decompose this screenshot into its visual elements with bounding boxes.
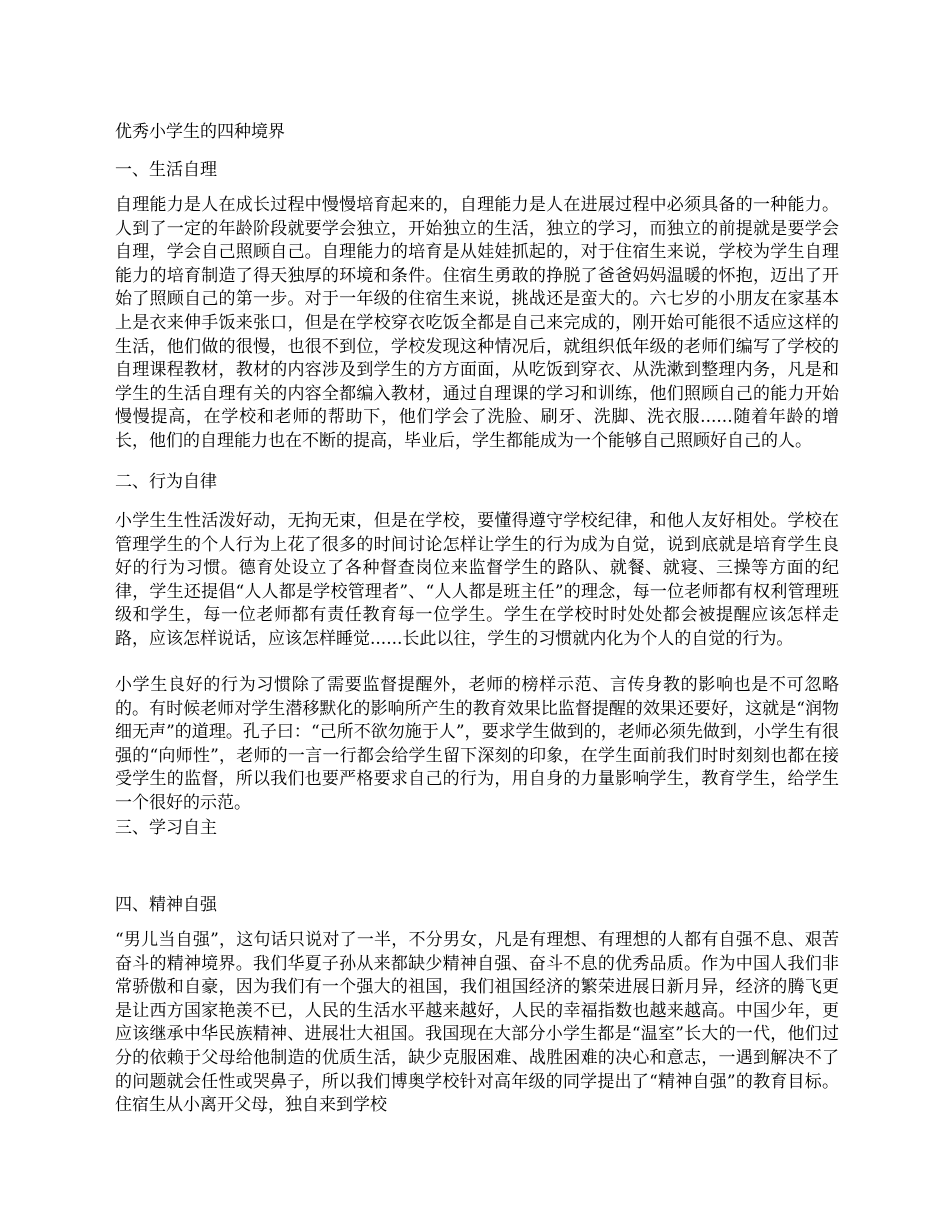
section-2-paragraph-2: 小学生良好的行为习惯除了需要监督提醒外，老师的榜样示范、言传身教的影响也是不可忽略的。有时候老师对学生潜移默化的影响所产生的教育效果比监督提醒的效果还要好，这就是“润物细无声”的道理。孔子曰：“己所不欲勿施于人”，要求学生做到的，老师必须先做到，小学生有很强的“向师性”，老师的一言一行都会给学生留下深刻的印象，在学生面前我们时时刻刻也都在接受学生的监督，所以我们也要严格要求自己的行为，用自身的力量影响学生，教育学生，给学生一个很好的示范。 bbox=[115, 675, 839, 813]
section-1-paragraph-1: 自理能力是人在成长过程中慢慢培育起来的，自理能力是人在进展过程中必须具备的一种能力。人到了一定的年龄阶段就要学会独立，开始独立的生活，独立的学习，而独立的前提就是要学会自理，学会自己照顾自己。自理能力的培育是从娃娃抓起的，对于住宿生来说，学校为学生自理能力的培育制造了得天独厚的环境和条件。住宿生勇敢的挣脱了爸爸妈妈温暖的怀抱，迈出了开始了照顾自己的第一步。对于一年级的住宿生来说，挑战还是蛮大的。六七岁的小朋友在家基本上是衣来伸手饭来张口，但是在学校穿衣吃饭全都是自己来完成的，刚开始可能很不适应这样的生活，他们做的很慢，也很不到位，学校发现这种情况后，就组织低年级的老师们编写了学校的自理课程教材，教材的内容涉及到学生的方方面面，从吃饭到穿衣、从洗漱到整理内务，凡是和学生的生活自理有关的内容全都编入教材，通过自理课的学习和训练，他们照顾自己的能力开始慢慢提高，在学校和老师的帮助下，他们学会了洗脸、刷牙、洗脚、洗衣服......随着年龄的增长，他们的自理能力也在不断的提高，毕业后，学生都能成为一个能够自己照顾好自己的人。 bbox=[115, 195, 839, 451]
section-heading-1: 一、生活自理 bbox=[115, 160, 217, 180]
section-heading-2: 二、行为自律 bbox=[115, 472, 217, 492]
document-title: 优秀小学生的四种境界 bbox=[115, 122, 285, 142]
section-heading-4: 四、精神自强 bbox=[115, 895, 217, 915]
section-heading-3: 三、学习自主 bbox=[115, 818, 217, 838]
section-2-paragraph-1: 小学生生性活泼好动，无拘无束，但是在学校，要懂得遵守学校纪律，和他人友好相处。学校在管理学生的个人行为上花了很多的时间讨论怎样让学生的行为成为自觉，说到底就是培育学生良好的行为习惯。德育处设立了各种督查岗位来监督学生的路队、就餐、就寝、三操等方面的纪律，学生还提倡“人人都是学校管理者”、“人人都是班主任”的理念，每一位老师都有权利管理班级和学生，每一位老师都有责任教育每一位学生。学生在学校时时处处都会被提醒应该怎样走路，应该怎样说话，应该怎样睡觉......长此以往，学生的习惯就内化为个人的自觉的行为。 bbox=[115, 511, 839, 649]
section-4-paragraph-1: “男儿当自强”，这句话只说对了一半，不分男女，凡是有理想、有理想的人都有自强不息、艰苦奋斗的精神境界。我们华夏子孙从来都缺少精神自强、奋斗不息的优秀品质。作为中国人我们非常骄傲和自豪，因为我们有一个强大的祖国，我们祖国经济的繁荣进展日新月异，经济的腾飞更是让西方国家艳羡不已，人民的生活水平越来越好，人民的幸福指数也越来越高。中国少年，更应该继承中华民族精神、进展壮大祖国。我国现在大部分小学生都是“温室”长大的一代，他们过分的依赖于父母给他制造的优质生活，缺少克服困难、战胜困难的决心和意志，一遇到解决不了的问题就会任性或哭鼻子，所以我们博奥学校针对高年级的同学提出了“精神自强”的教育目标。住宿生从小离开父母，独自来到学校 bbox=[115, 930, 839, 1116]
